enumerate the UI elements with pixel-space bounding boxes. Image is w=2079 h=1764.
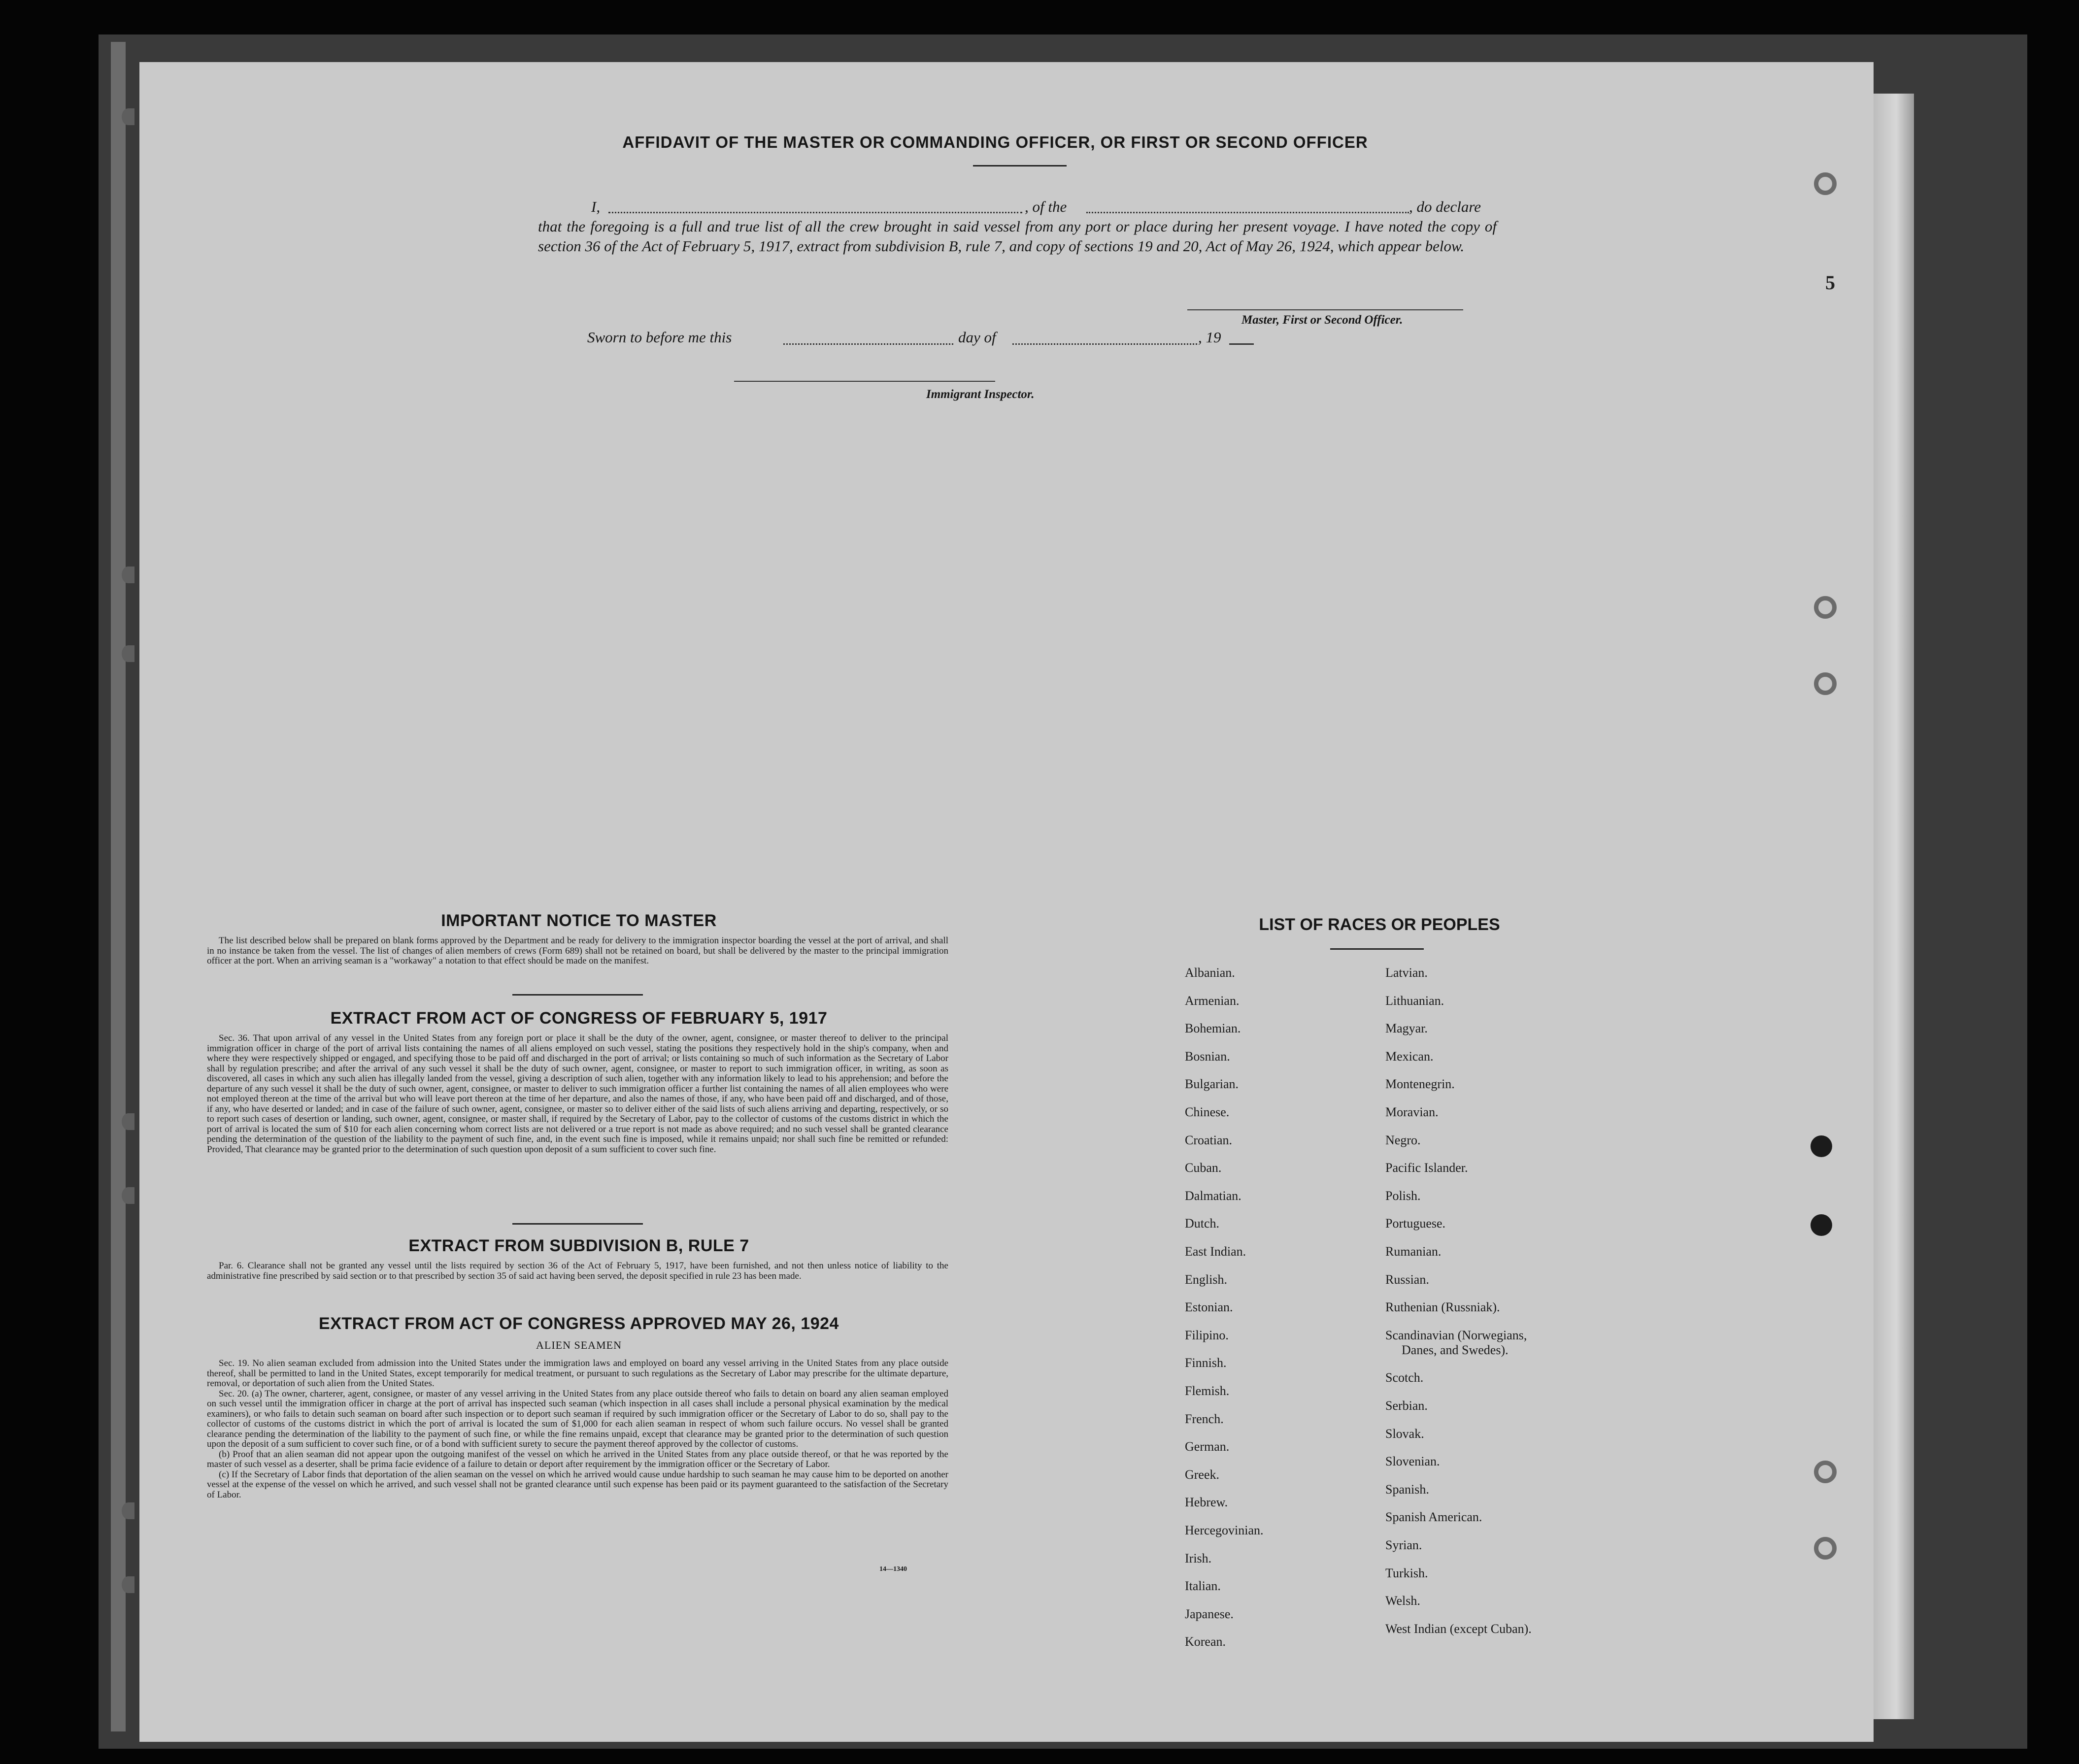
extract-1924-text	[207, 1359, 948, 1500]
affidavit-statement: that the foregoing is a full and true list of all the crew brought in said vessel from any port or place during her present voyage. I have noted the copy of section 36 of the Act of February 5, 1917, extract from subdivision B, rule 7, and copy of sections 19 and 20, Act of May 26, 1924, which appear below.	[538, 218, 1497, 255]
race-item: Polish.	[1385, 1188, 1421, 1203]
race-item: Finnish.	[1185, 1356, 1227, 1370]
binder-strip	[111, 42, 126, 1731]
inspector-label: Immigrant Inspector.	[926, 388, 1035, 401]
race-item: French.	[1185, 1411, 1224, 1426]
rule-7-paragraph: Par. 6. Clearance shall not be granted any vessel until the lists required by section 36 of the Act of February 5, 1917, have been furnished, and not then unless notice of liability to the administrative fine prescribed by said section or to that prescribed by section 35 of said act having been served, the deposit specified in rule 23 has been made.	[207, 1261, 948, 1281]
race-item: Danes, and Swedes).	[1402, 1342, 1509, 1357]
race-item: Hercegovinian.	[1185, 1523, 1264, 1537]
extract-1924-title: EXTRACT FROM ACT OF CONGRESS APPROVED MAY 26, 1924	[319, 1314, 839, 1333]
race-item: Russian.	[1385, 1272, 1429, 1287]
race-item: Italian.	[1185, 1579, 1221, 1594]
race-item: English.	[1185, 1272, 1227, 1287]
of-the-label: , of the	[1025, 198, 1067, 215]
race-item: Dalmatian.	[1185, 1188, 1241, 1203]
race-item: Bulgarian.	[1185, 1077, 1239, 1092]
race-item: Spanish.	[1385, 1482, 1429, 1497]
race-item: Slovenian.	[1385, 1454, 1440, 1469]
section-19-paragraph: Sec. 19. No alien seaman excluded from admission into the United States under the immigration laws and employed on board any vessel arriving in the United States from any place outside thereof, shall be permitted to land in the United States, except temporarily for medical treatment, or pursuant to such regulations as the Secretary of Labor may prescribe for the ultimate departure, removal, or deportation of such alien from the United States.	[207, 1358, 948, 1389]
race-item: Flemish.	[1185, 1384, 1230, 1398]
punch-hole	[1814, 1461, 1837, 1483]
race-item: Negro.	[1385, 1132, 1421, 1147]
declarant-name-line[interactable]	[608, 212, 1022, 213]
sworn-label: Sworn to before me this	[587, 329, 732, 346]
race-item: Japanese.	[1185, 1606, 1234, 1621]
race-item: East Indian.	[1185, 1244, 1246, 1259]
race-item: Portuguese.	[1385, 1216, 1446, 1231]
sworn-day-line[interactable]	[783, 343, 953, 345]
race-item: Croatian.	[1185, 1132, 1233, 1147]
section-20b-paragraph: (b) Proof that an alien seaman did not appear upon the outgoing manifest of the vessel on which he arrived in the United States from any place outside thereof, or that he was reported by the master of such vessel as a deserter, shall be prima facie evidence of a failure to detain or deport after requirement by the immigration officer or the Secretary of Labor.	[207, 1449, 948, 1469]
punch-hole	[122, 1113, 134, 1130]
race-item: Dutch.	[1185, 1216, 1220, 1231]
punch-hole	[1811, 1214, 1832, 1236]
punch-hole	[1814, 1537, 1837, 1560]
extract-1917-text	[207, 1033, 948, 1155]
officer-signature-line[interactable]	[1187, 309, 1463, 310]
inspector-signature-line[interactable]	[734, 381, 995, 382]
race-item: Greek.	[1185, 1467, 1220, 1482]
race-item: Armenian.	[1185, 993, 1240, 1008]
extract-1917-title: EXTRACT FROM ACT OF CONGRESS OF FEBRUARY 5, 1917	[330, 1009, 828, 1028]
race-item: Turkish.	[1385, 1565, 1428, 1580]
race-item: Chinese.	[1185, 1105, 1230, 1119]
race-item: Irish.	[1185, 1551, 1212, 1565]
race-item: Magyar.	[1385, 1021, 1428, 1036]
margin-mark: 5	[1825, 271, 1835, 294]
race-item: Korean.	[1185, 1634, 1226, 1649]
sworn-month-line[interactable]	[1012, 343, 1197, 345]
race-item: Bosnian.	[1185, 1049, 1230, 1064]
year-label: , 19	[1198, 329, 1221, 346]
race-item: West Indian (except Cuban).	[1385, 1621, 1532, 1636]
races-rule	[1330, 948, 1424, 950]
race-item: Filipino.	[1185, 1328, 1229, 1342]
alien-seamen-subtitle: ALIEN SEAMEN	[536, 1339, 622, 1351]
section-rule	[512, 1223, 643, 1225]
race-item: Cuban.	[1185, 1161, 1222, 1175]
punch-hole	[1814, 172, 1837, 195]
signature-label: Master, First or Second Officer.	[1241, 313, 1403, 327]
race-item: Montenegrin.	[1385, 1077, 1455, 1092]
race-item: Welsh.	[1385, 1594, 1420, 1608]
race-item: Rumanian.	[1385, 1244, 1442, 1259]
race-item: Syrian.	[1385, 1538, 1422, 1552]
notice-text	[207, 936, 948, 966]
punch-hole	[1814, 596, 1837, 619]
section-20a-paragraph: Sec. 20. (a) The owner, charterer, agent, consignee, or master of any vessel arriving in the United States from any place outside thereof who fails to detain on board any alien seaman employed on such vessel until the immigration officer in charge at the port of arrival has inspected such seaman (which inspection in all cases shall include a personal physical examination by the medical examiners), or who fails to detain such seaman on board after such inspection or to deport such seaman if required by such immigration officer or the Secretary of Labor to do so, shall pay to the collector of customs of the customs district in which the port of arrival is located the sum of $1,000 for each alien seaman in respect of whom such failure occurs. No vessel shall be granted clearance pending the determination of the liability to the payment of such fine, or while the fine remains unpaid, except that clearance may be granted prior to the determination of such question upon the deposit of a sum sufficient to cover such fine, or of a bond with sufficient surety to secure the payment thereof approved by the collector of customs.	[207, 1388, 948, 1449]
notice-paragraph: The list described below shall be prepared on blank forms approved by the Department and be ready for delivery to the immigration inspector boarding the vessel at the port of arrival, and shall in no instance be taken from the vessel. The list of changes of alien members of crews (Form 689) shall not be retained on board, but shall be delivered by the master to the principal immigration officer at the port. When an arriving seaman is a "workaway" a notation to that effect should be made on the manifest.	[207, 935, 948, 966]
punch-hole	[122, 566, 134, 583]
race-item: Lithuanian.	[1385, 993, 1444, 1008]
race-item: Scandinavian (Norwegians,	[1385, 1328, 1527, 1342]
punch-hole	[1814, 672, 1837, 695]
race-item: Spanish American.	[1385, 1510, 1482, 1525]
race-item: Pacific Islander.	[1385, 1161, 1468, 1175]
race-item: German.	[1185, 1439, 1230, 1454]
race-item: Moravian.	[1385, 1105, 1439, 1119]
declarant-label: I,	[591, 198, 601, 215]
notice-title: IMPORTANT NOTICE TO MASTER	[441, 911, 717, 930]
punch-hole	[122, 108, 134, 125]
race-item: Scotch.	[1385, 1370, 1424, 1385]
form-number: 14—1340	[879, 1565, 907, 1573]
section-20c-paragraph: (c) If the Secretary of Labor finds that deportation of the alien seaman on the vessel on which he arrived would cause undue hardship to such seaman he may cause him to be deported on another vessel at the expense of the vessel on which he arrived, and such vessel shall not be granted clearance until such expense has been paid or its payment guaranteed to the satisfaction of the Secretary of Labor.	[207, 1469, 948, 1500]
punch-hole	[122, 645, 134, 662]
race-item: Bohemian.	[1185, 1021, 1241, 1036]
race-item: Latvian.	[1385, 965, 1428, 980]
race-item: Slovak.	[1385, 1426, 1424, 1441]
punch-hole	[1811, 1135, 1832, 1157]
race-item: Hebrew.	[1185, 1495, 1228, 1510]
day-of-label: day of	[958, 329, 996, 346]
race-item: Ruthenian (Russniak).	[1385, 1300, 1500, 1315]
race-item: Mexican.	[1385, 1049, 1434, 1064]
section-rule	[512, 994, 643, 996]
rule-7-title: EXTRACT FROM SUBDIVISION B, RULE 7	[408, 1236, 749, 1255]
punch-hole	[122, 1502, 134, 1519]
rule-7-text	[207, 1261, 948, 1281]
punch-hole	[122, 1576, 134, 1593]
underlying-page-edge	[1870, 94, 1914, 1719]
affidavit-title: AFFIDAVIT OF THE MASTER OR COMMANDING OFFICER, OR FIRST OR SECOND OFFICER	[622, 133, 1368, 151]
title-rule	[973, 165, 1067, 166]
race-item: Serbian.	[1385, 1398, 1428, 1413]
race-item: Albanian.	[1185, 965, 1235, 980]
do-declare-label: , do declare	[1409, 198, 1481, 215]
vessel-name-line[interactable]	[1086, 212, 1409, 213]
section-36-paragraph: Sec. 36. That upon arrival of any vessel in the United States from any foreign port or place it shall be the duty of the owner, agent, consignee, or master thereof to deliver to the principal immigration officer in charge of the port of arrival lists containing the names of all aliens employed on such vessel, stating the positions they respectively hold in the ship's company, when and where they were respectively shipped or engaged, and specifying those to be paid off and discharged in the port of arrival; or lists containing so much of such information as the Secretary of Labor shall by regulation prescribe; and after the arrival of any such vessel it shall be the duty of such owner, agent, consignee, or master to report to such immigration officer, in writing, as soon as discovered, all cases in which any such alien has illegally landed from the vessel, giving a description of such alien, together with any information likely to lead to his apprehension; and before the departure of any such vessel it shall be the duty of such owner, agent, consignee, or master to deliver to such immigration officer a further list containing the names of all alien employees who were not employed thereon at the time of the arrival but who will leave port thereon at the time of her departure, and also the names of those, if any, who have been paid off and discharged, and of those, if any, who have deserted or landed; and in case of the failure of such owner, agent, consignee, or master so to deliver either of the said lists of such aliens arriving and departing, respectively, or so to report such cases of desertion or landing, such owner, agent, consignee, or master shall, if required by the Secretary of Labor, pay to the collector of customs of the customs district in which the port of arrival is located the sum of $10 for each alien concerning whom correct lists are not delivered or a true report is not made as above required; and no such vessel shall be granted clearance pending the determination of the question of the liability to the payment of such fine, and, in the event such fine is imposed, while it remains unpaid; nor shall such fine be remitted or refunded: Provided, That clearance may be granted prior to the determination of such question upon deposit of a sum sufficient to cover such fine.	[207, 1033, 948, 1155]
sworn-year-line[interactable]	[1229, 343, 1254, 345]
punch-hole	[122, 1187, 134, 1204]
races-title: LIST OF RACES OR PEOPLES	[1259, 915, 1500, 934]
race-item: Estonian.	[1185, 1300, 1233, 1315]
